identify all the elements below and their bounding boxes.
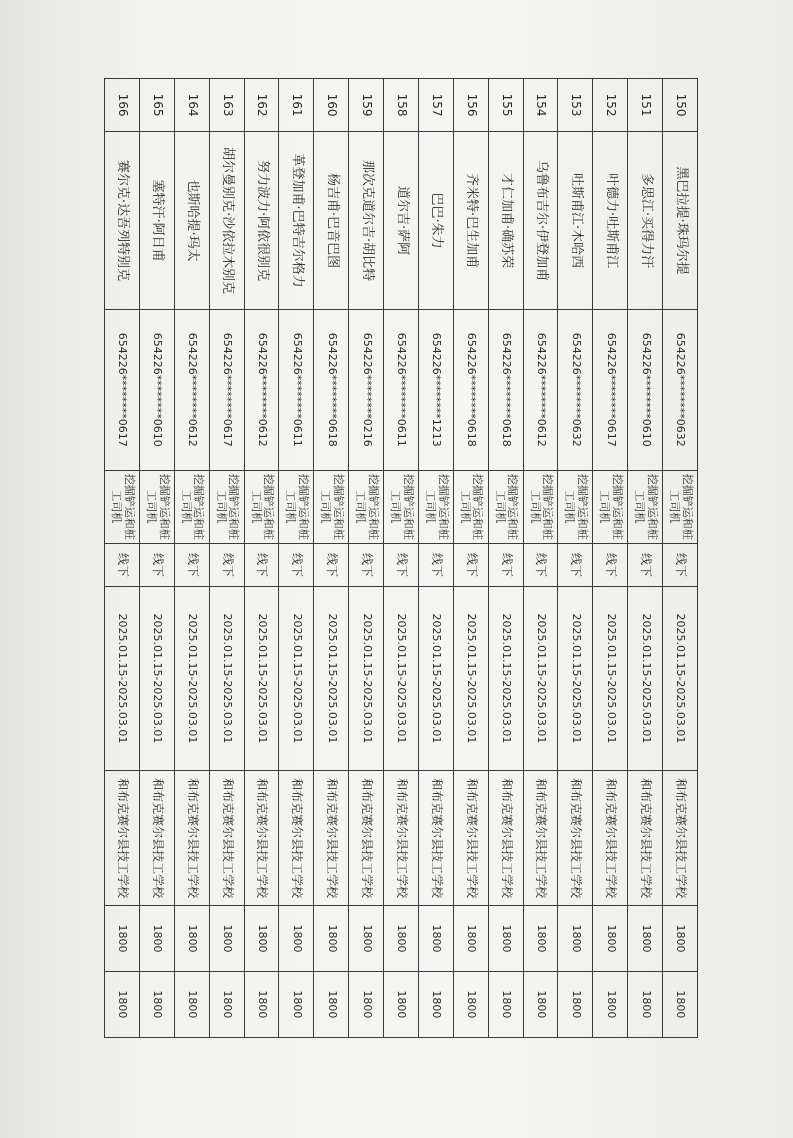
name-cell: 多思江·买得力汗 bbox=[628, 132, 663, 310]
subsidy-cell: 1800 bbox=[419, 971, 454, 1037]
table-row bbox=[453, 79, 488, 1038]
row-number-cell: 157 bbox=[419, 79, 454, 132]
fee-cell: 1800 bbox=[140, 906, 175, 971]
training-period-cell: 2025.01.15-2025.03.01 bbox=[140, 587, 175, 771]
id-number-cell: 654226********0617 bbox=[209, 309, 244, 470]
subsidy-cell: 1800 bbox=[140, 971, 175, 1037]
trainee-subsidy-table bbox=[104, 78, 698, 1038]
occupation-cell: 挖掘铲运和桩工司机 bbox=[174, 470, 209, 543]
subsidy-cell: 1800 bbox=[209, 971, 244, 1037]
table-row bbox=[384, 79, 419, 1038]
name-cell: 胡尔曼别克·沙依拉木别克 bbox=[209, 132, 244, 310]
fee-cell: 1800 bbox=[349, 906, 384, 971]
id-number-cell: 654226********0618 bbox=[488, 309, 523, 470]
occupation-cell: 挖掘铲运和桩工司机 bbox=[558, 470, 593, 543]
subsidy-cell: 1800 bbox=[628, 971, 663, 1037]
row-number-cell: 151 bbox=[628, 79, 663, 132]
subsidy-cell: 1800 bbox=[558, 971, 593, 1037]
name-cell: 叶德力·吐斯甫江 bbox=[593, 132, 628, 310]
school-cell: 和布克赛尔县技工学校 bbox=[558, 770, 593, 906]
table-row bbox=[140, 79, 175, 1038]
training-period-cell: 2025.01.15-2025.03.01 bbox=[384, 587, 419, 771]
training-mode-cell: 线下 bbox=[488, 543, 523, 586]
subsidy-cell: 1800 bbox=[488, 971, 523, 1037]
fee-cell: 1800 bbox=[523, 906, 558, 971]
fee-cell: 1800 bbox=[488, 906, 523, 971]
fee-cell: 1800 bbox=[174, 906, 209, 971]
table-body bbox=[105, 79, 698, 1038]
school-cell: 和布克赛尔县技工学校 bbox=[105, 770, 140, 906]
id-number-cell: 654226********0632 bbox=[663, 309, 698, 470]
occupation-cell: 挖掘铲运和桩工司机 bbox=[349, 470, 384, 543]
training-mode-cell: 线下 bbox=[419, 543, 454, 586]
training-period-cell: 2025.01.15-2025.03.01 bbox=[593, 587, 628, 771]
training-period-cell: 2025.01.15-2025.03.01 bbox=[174, 587, 209, 771]
training-mode-cell: 线下 bbox=[663, 543, 698, 586]
subsidy-cell: 1800 bbox=[593, 971, 628, 1037]
table-row bbox=[244, 79, 279, 1038]
training-mode-cell: 线下 bbox=[279, 543, 314, 586]
name-cell: 吐斯甫江·木哈西 bbox=[558, 132, 593, 310]
subsidy-cell: 1800 bbox=[384, 971, 419, 1037]
occupation-cell: 挖掘铲运和桩工司机 bbox=[384, 470, 419, 543]
name-cell: 齐米特·巴生加甫 bbox=[453, 132, 488, 310]
row-number-cell: 154 bbox=[523, 79, 558, 132]
occupation-cell: 挖掘铲运和桩工司机 bbox=[279, 470, 314, 543]
id-number-cell: 654226********0617 bbox=[105, 309, 140, 470]
training-mode-cell: 线下 bbox=[209, 543, 244, 586]
fee-cell: 1800 bbox=[593, 906, 628, 971]
id-number-cell: 654226********0618 bbox=[453, 309, 488, 470]
subsidy-cell: 1800 bbox=[523, 971, 558, 1037]
id-number-cell: 654226********0612 bbox=[244, 309, 279, 470]
school-cell: 和布克赛尔县技工学校 bbox=[174, 770, 209, 906]
school-cell: 和布克赛尔县技工学校 bbox=[140, 770, 175, 906]
school-cell: 和布克赛尔县技工学校 bbox=[384, 770, 419, 906]
row-number-cell: 166 bbox=[105, 79, 140, 132]
training-period-cell: 2025.01.15-2025.03.01 bbox=[105, 587, 140, 771]
occupation-cell: 挖掘铲运和桩工司机 bbox=[663, 470, 698, 543]
row-number-cell: 158 bbox=[384, 79, 419, 132]
row-number-cell: 160 bbox=[314, 79, 349, 132]
name-cell: 那次克道尔吉·胡比特 bbox=[349, 132, 384, 310]
training-mode-cell: 线下 bbox=[384, 543, 419, 586]
school-cell: 和布克赛尔县技工学校 bbox=[419, 770, 454, 906]
row-number-cell: 155 bbox=[488, 79, 523, 132]
row-number-cell: 162 bbox=[244, 79, 279, 132]
occupation-cell: 挖掘铲运和桩工司机 bbox=[488, 470, 523, 543]
table-row bbox=[174, 79, 209, 1038]
row-number-cell: 156 bbox=[453, 79, 488, 132]
subsidy-cell: 1800 bbox=[453, 971, 488, 1037]
occupation-cell: 挖掘铲运和桩工司机 bbox=[314, 470, 349, 543]
row-number-cell: 153 bbox=[558, 79, 593, 132]
training-mode-cell: 线下 bbox=[174, 543, 209, 586]
name-cell: 巴巴·朱力 bbox=[419, 132, 454, 310]
name-cell: 塞特汗·阿日甫 bbox=[140, 132, 175, 310]
subsidy-cell: 1800 bbox=[314, 971, 349, 1037]
row-number-cell: 152 bbox=[593, 79, 628, 132]
name-cell: 黑巴拉提·珠玛尔提 bbox=[663, 132, 698, 310]
school-cell: 和布克赛尔县技工学校 bbox=[488, 770, 523, 906]
table-row bbox=[663, 79, 698, 1038]
name-cell: 革登加甫·巴特吉尔格力 bbox=[279, 132, 314, 310]
school-cell: 和布克赛尔县技工学校 bbox=[523, 770, 558, 906]
id-number-cell: 654226********0611 bbox=[279, 309, 314, 470]
school-cell: 和布克赛尔县技工学校 bbox=[628, 770, 663, 906]
training-period-cell: 2025.01.15-2025.03.01 bbox=[663, 587, 698, 771]
rotated-table-wrapper bbox=[104, 78, 698, 1038]
occupation-cell: 挖掘铲运和桩工司机 bbox=[209, 470, 244, 543]
training-mode-cell: 线下 bbox=[523, 543, 558, 586]
occupation-cell: 挖掘铲运和桩工司机 bbox=[628, 470, 663, 543]
id-number-cell: 654226********1213 bbox=[419, 309, 454, 470]
id-number-cell: 654226********0617 bbox=[593, 309, 628, 470]
training-mode-cell: 线下 bbox=[349, 543, 384, 586]
school-cell: 和布克赛尔县技工学校 bbox=[349, 770, 384, 906]
training-period-cell: 2025.01.15-2025.03.01 bbox=[453, 587, 488, 771]
school-cell: 和布克赛尔县技工学校 bbox=[663, 770, 698, 906]
fee-cell: 1800 bbox=[384, 906, 419, 971]
training-mode-cell: 线下 bbox=[628, 543, 663, 586]
school-cell: 和布克赛尔县技工学校 bbox=[244, 770, 279, 906]
fee-cell: 1800 bbox=[314, 906, 349, 971]
fee-cell: 1800 bbox=[279, 906, 314, 971]
name-cell: 杨吉甫·巴音巴图 bbox=[314, 132, 349, 310]
fee-cell: 1800 bbox=[209, 906, 244, 971]
table-row bbox=[593, 79, 628, 1038]
row-number-cell: 164 bbox=[174, 79, 209, 132]
id-number-cell: 654226********0610 bbox=[628, 309, 663, 470]
training-period-cell: 2025.01.15-2025.03.01 bbox=[523, 587, 558, 771]
table-row bbox=[314, 79, 349, 1038]
occupation-cell: 挖掘铲运和桩工司机 bbox=[453, 470, 488, 543]
school-cell: 和布克赛尔县技工学校 bbox=[593, 770, 628, 906]
training-period-cell: 2025.01.15-2025.03.01 bbox=[488, 587, 523, 771]
subsidy-cell: 1800 bbox=[349, 971, 384, 1037]
training-period-cell: 2025.01.15-2025.03.01 bbox=[558, 587, 593, 771]
id-number-cell: 654226********0618 bbox=[314, 309, 349, 470]
subsidy-cell: 1800 bbox=[105, 971, 140, 1037]
training-period-cell: 2025.01.15-2025.03.01 bbox=[419, 587, 454, 771]
fee-cell: 1800 bbox=[105, 906, 140, 971]
name-cell: 努力波力·阿依很别克 bbox=[244, 132, 279, 310]
fee-cell: 1800 bbox=[419, 906, 454, 971]
subsidy-cell: 1800 bbox=[663, 971, 698, 1037]
table-row bbox=[349, 79, 384, 1038]
training-period-cell: 2025.01.15-2025.03.01 bbox=[349, 587, 384, 771]
name-cell: 也斯哈提·玛太 bbox=[174, 132, 209, 310]
training-mode-cell: 线下 bbox=[593, 543, 628, 586]
training-mode-cell: 线下 bbox=[314, 543, 349, 586]
school-cell: 和布克赛尔县技工学校 bbox=[314, 770, 349, 906]
occupation-cell: 挖掘铲运和桩工司机 bbox=[419, 470, 454, 543]
training-mode-cell: 线下 bbox=[105, 543, 140, 586]
row-number-cell: 159 bbox=[349, 79, 384, 132]
name-cell: 赛尔克·达吾列特别克 bbox=[105, 132, 140, 310]
fee-cell: 1800 bbox=[628, 906, 663, 971]
training-mode-cell: 线下 bbox=[140, 543, 175, 586]
fee-cell: 1800 bbox=[663, 906, 698, 971]
table-row bbox=[279, 79, 314, 1038]
id-number-cell: 654226********0611 bbox=[384, 309, 419, 470]
row-number-cell: 161 bbox=[279, 79, 314, 132]
occupation-cell: 挖掘铲运和桩工司机 bbox=[593, 470, 628, 543]
occupation-cell: 挖掘铲运和桩工司机 bbox=[140, 470, 175, 543]
training-mode-cell: 线下 bbox=[453, 543, 488, 586]
table-row bbox=[628, 79, 663, 1038]
id-number-cell: 654226********0632 bbox=[558, 309, 593, 470]
name-cell: 才仁加甫·确苏荣 bbox=[488, 132, 523, 310]
school-cell: 和布克赛尔县技工学校 bbox=[279, 770, 314, 906]
school-cell: 和布克赛尔县技工学校 bbox=[453, 770, 488, 906]
id-number-cell: 654226********0612 bbox=[174, 309, 209, 470]
training-period-cell: 2025.01.15-2025.03.01 bbox=[279, 587, 314, 771]
occupation-cell: 挖掘铲运和桩工司机 bbox=[523, 470, 558, 543]
id-number-cell: 654226********0610 bbox=[140, 309, 175, 470]
subsidy-cell: 1800 bbox=[279, 971, 314, 1037]
name-cell: 道尔吉·萨阿 bbox=[384, 132, 419, 310]
name-cell: 乌鲁布吉尔·伊登加甫 bbox=[523, 132, 558, 310]
table-row bbox=[488, 79, 523, 1038]
fee-cell: 1800 bbox=[244, 906, 279, 971]
fee-cell: 1800 bbox=[558, 906, 593, 971]
row-number-cell: 163 bbox=[209, 79, 244, 132]
table-row bbox=[419, 79, 454, 1038]
row-number-cell: 150 bbox=[663, 79, 698, 132]
training-period-cell: 2025.01.15-2025.03.01 bbox=[244, 587, 279, 771]
training-period-cell: 2025.01.15-2025.03.01 bbox=[314, 587, 349, 771]
id-number-cell: 654226********0216 bbox=[349, 309, 384, 470]
table-row bbox=[209, 79, 244, 1038]
table-row bbox=[105, 79, 140, 1038]
school-cell: 和布克赛尔县技工学校 bbox=[209, 770, 244, 906]
table-row bbox=[558, 79, 593, 1038]
training-mode-cell: 线下 bbox=[558, 543, 593, 586]
table-row bbox=[523, 79, 558, 1038]
subsidy-cell: 1800 bbox=[174, 971, 209, 1037]
training-period-cell: 2025.01.15-2025.03.01 bbox=[628, 587, 663, 771]
subsidy-cell: 1800 bbox=[244, 971, 279, 1037]
training-period-cell: 2025.01.15-2025.03.01 bbox=[209, 587, 244, 771]
id-number-cell: 654226********0612 bbox=[523, 309, 558, 470]
occupation-cell: 挖掘铲运和桩工司机 bbox=[105, 470, 140, 543]
fee-cell: 1800 bbox=[453, 906, 488, 971]
occupation-cell: 挖掘铲运和桩工司机 bbox=[244, 470, 279, 543]
row-number-cell: 165 bbox=[140, 79, 175, 132]
training-mode-cell: 线下 bbox=[244, 543, 279, 586]
